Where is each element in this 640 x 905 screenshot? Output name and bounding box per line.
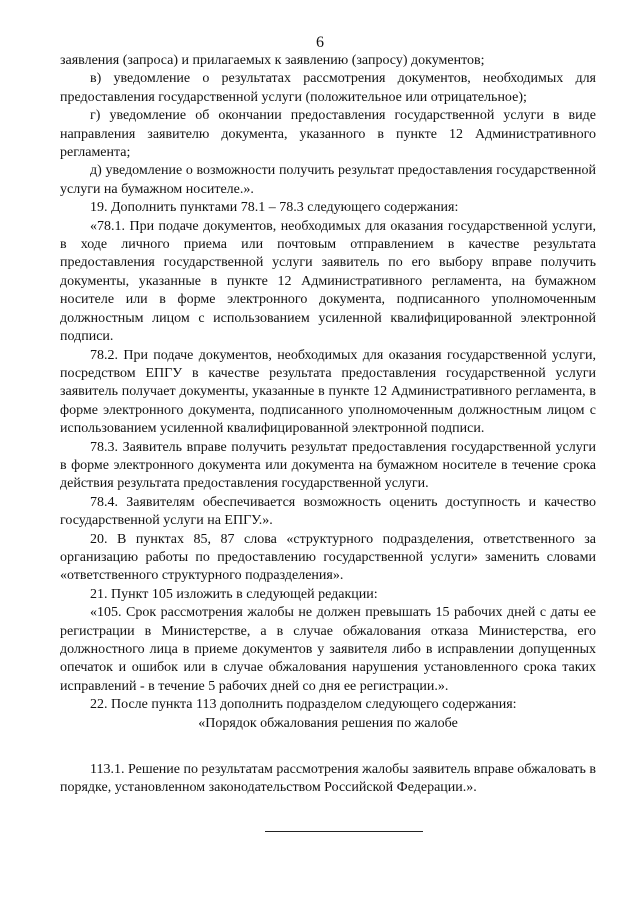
paragraph-22: 22. После пункта 113 дополнить подразделом следующего содержания: <box>90 697 517 713</box>
paragraph-19: 19. Дополнить пунктами 78.1 – 78.3 следующего содержания: <box>90 200 459 216</box>
page-number: 6 <box>316 34 324 51</box>
paragraph-105: «105. Срок рассмотрения жалобы не должен превышать 15 рабочих дней с даты ее регистрации в Министерстве, а в случае обжалования отказа Министерства, его должностного лица в приеме документов у заявителя либо в исправлении допущенных опечаток и ошибок или в случае обжалования нарушения установленного срока таких исправлений - в течение 5 рабочих дней со дня ее регистрации.». <box>60 605 596 694</box>
paragraph-78-1: «78.1. При подаче документов, необходимых для оказания государственной услуги, в ходе личного приема или почтовым отправлением в качестве результата предоставления государственной услуги заявитель по его выбору вправе получить документы, указанные в пункте 12 Административного регламента, на бумажном носителе или в форме электронного документа, подписанного уполномоченным должностным лицом с использованием усиленной квалифицированной электронной подписи. <box>60 218 596 345</box>
paragraph-item-d: д) уведомление о возможности получить результат предоставления государственной услуги на бумажном носителе.». <box>60 163 596 197</box>
end-divider-line <box>265 831 423 832</box>
paragraph-78-3: 78.3. Заявитель вправе получить результат предоставления государственной услуги в форме электронного документа или документа на бумажном носителе в течение срока действия результата предоставления государственной услуги. <box>60 439 596 492</box>
paragraph-113-1: 113.1. Решение по результатам рассмотрения жалобы заявитель вправе обжаловать в порядке, установленном законодательством Российской Федерации.». <box>60 762 596 796</box>
paragraph-continuation: заявления (запроса) и прилагаемых к заявлению (запросу) документов; <box>60 53 485 68</box>
paragraph-item-v: в) уведомление о результатах рассмотрения документов, необходимых для предоставления государственной услуги (положительное или отрицательное); <box>60 71 596 105</box>
subsection-heading: «Порядок обжалования решения по жалобе <box>198 715 458 731</box>
paragraph-21: 21. Пункт 105 изложить в следующей редакции: <box>90 586 378 602</box>
paragraph-78-2: 78.2. При подаче документов, необходимых для оказания государственной услуги, посредством ЕПГУ в качестве результата предоставления государственной услуги заявитель получает документы, указанные в пункте 12 Административного регламента, в форме электронного документа, подписанного уполномоченным должностным лицом с использованием усиленной квалифицированной электронной подписи. <box>60 347 596 437</box>
paragraph-20: 20. В пунктах 85, 87 слова «структурного подразделения, ответственного за организацию работы по предоставлению государственной услуги» заменить словами «ответственного структурного подразделения». <box>60 531 596 584</box>
paragraph-item-g: г) уведомление об окончании предоставления государственной услуги в виде направления заявителю документа, указанного в пункте 12 Административного регламента; <box>60 108 596 161</box>
paragraph-78-4: 78.4. Заявителям обеспечивается возможность оценить доступность и качество государственной услуги на ЕПГУ.». <box>60 494 596 529</box>
document-body <box>60 52 596 798</box>
